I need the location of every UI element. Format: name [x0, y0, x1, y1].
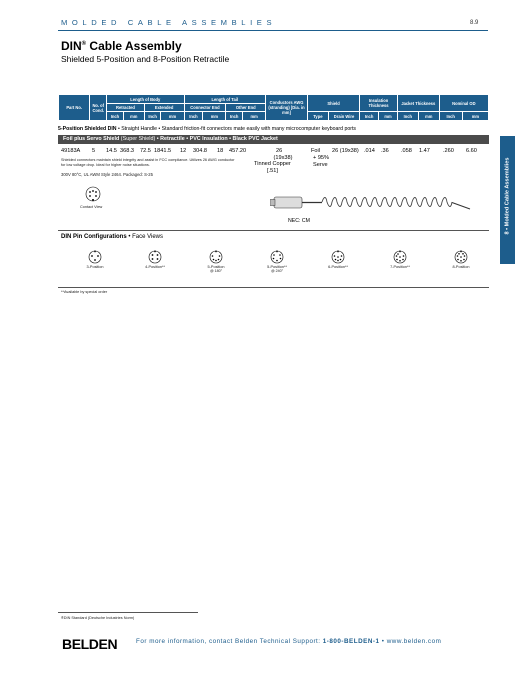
pin-label: 6-Position** — [328, 265, 348, 269]
pin-label: 4-Position** — [145, 265, 165, 269]
footer-text-pre: For more information, contact Belden Technical Support: — [136, 638, 323, 645]
col-extended: Extended — [144, 104, 184, 112]
col-other-end: Other End — [226, 104, 266, 112]
cell-tinned-copper: Tinned Copper — [254, 161, 291, 167]
page-number: 8.9 — [470, 20, 479, 26]
col-nominal-od: Nominal OD — [439, 95, 488, 112]
cell-jac-mm: 1.47 — [419, 148, 430, 154]
bar-bold1: Foil plus Servo Shield — [63, 136, 120, 142]
pin-label: 3-Position — [86, 265, 104, 269]
page-subtitle: Shielded 5-Position and 8-Position Retractile — [61, 54, 230, 64]
cell-stranding: (19x38) — [273, 155, 293, 161]
section-header: MOLDED CABLE ASSEMBLIES — [61, 18, 277, 27]
row-rating: 300V 80°C, UL AWM Style 2464. Packaged: S-25 — [61, 172, 153, 177]
title-text: DIN — [61, 39, 82, 53]
side-tab-label: 8 • Molded Cable Assemblies — [504, 157, 511, 235]
pin-config-5-180 — [196, 250, 236, 273]
pin-label: 5-Position — [207, 265, 225, 269]
bar-normal: (Super Shield) — [119, 136, 157, 142]
retractile-cable-image — [270, 185, 475, 221]
pin-label: 5-Position** — [267, 265, 287, 269]
footer-contact — [136, 638, 441, 645]
cell-od-mm: 6.60 — [466, 148, 477, 154]
cell-ret-mm: 368.3 — [120, 148, 134, 154]
col-unit-inch: Inch — [107, 112, 124, 121]
cell-od-in: .260 — [443, 148, 454, 154]
cell-shield-type: Foil — [311, 148, 321, 154]
cell-drain: 26 (19x38) — [332, 148, 359, 154]
availability-note: **Available by special order — [61, 290, 108, 294]
cell-ins-mm: .36 — [381, 148, 389, 154]
din-8-pin-icon — [454, 250, 468, 264]
pin-config-7 — [380, 250, 420, 269]
cell-dia: [.51] — [267, 167, 278, 174]
pin-config-5-240 — [257, 250, 297, 273]
footnote: ®DIN Standard (Deutsche Industries Norm) — [61, 616, 135, 620]
cell-con-mm: 304.8 — [193, 148, 207, 154]
pin-title-rest: • Face Views — [126, 234, 164, 240]
col-part-no: Part No. — [59, 95, 90, 121]
col-connector-end: Connector End — [184, 104, 226, 112]
contact-view-label: Contact View — [80, 205, 103, 209]
col-unit-inch: Inch — [360, 112, 379, 121]
col-unit-mm: mm — [203, 112, 226, 121]
col-unit-mm: mm — [418, 112, 439, 121]
col-unit-inch: Inch — [144, 112, 161, 121]
pin-config-3 — [75, 250, 115, 269]
title-rest: Cable Assembly — [86, 39, 182, 53]
row-note: Shielded connectors maintain shield integrity and assist in FCC compliance. Utilizes 26 AWG conductor for low voltage drop. Ideal for higher noise situations. — [61, 158, 235, 167]
cell-shield-detail — [313, 155, 329, 168]
footer-sep: • — [379, 638, 387, 645]
col-jacket-thickness: Jacket Thickness — [397, 95, 439, 112]
cell-ret-in: 14.5 — [106, 148, 117, 154]
cell-cond: 5 — [92, 148, 96, 154]
pin-config-6 — [318, 250, 358, 269]
col-conductors: Conductors AWG (stranding) [Dia. in mm] — [266, 95, 308, 121]
pin-config-4 — [135, 250, 175, 269]
din-7-pin-icon — [393, 250, 407, 264]
col-unit-inch: Inch — [184, 112, 203, 121]
bar-bold2: • Retractile • PVC Insulation • Black PVC Jacket — [156, 136, 278, 142]
cell-part-no: 49183A — [61, 148, 81, 154]
col-no-of-cond: No. of Cond. — [90, 95, 107, 121]
din-6-pin-icon — [331, 250, 345, 264]
din-5-pin-240-icon — [270, 250, 284, 264]
col-unit-mm: mm — [462, 112, 488, 121]
col-length-of-tail: Length of Tail — [184, 95, 266, 104]
contact-view-diagram — [85, 186, 101, 202]
footer-site[interactable]: www.belden.com — [386, 638, 442, 645]
pin-sublabel: @ 240° — [270, 269, 284, 273]
pin-title-bold: DIN Pin Configurations — [61, 234, 127, 240]
cell-oth-mm: 457.20 — [229, 148, 247, 154]
col-shield: Shield — [307, 95, 359, 112]
col-shield-type: Type — [307, 112, 328, 121]
cell-shield-serve: Serve — [313, 161, 328, 168]
din-5-pin-icon — [209, 250, 223, 264]
col-unit-mm: mm — [161, 112, 184, 121]
section-description — [58, 126, 356, 132]
col-unit-inch: Inch — [397, 112, 418, 121]
pin-config-title — [61, 234, 163, 240]
pin-config-8 — [441, 250, 481, 269]
pin-section-rule-bottom — [58, 287, 489, 288]
pin-sublabel: @ 180° — [209, 269, 223, 273]
col-retracted: Retracted — [107, 104, 145, 112]
din-3-pin-icon — [88, 250, 102, 264]
cell-ins-in: .014 — [364, 148, 375, 154]
side-section-tab[interactable] — [500, 136, 515, 264]
col-unit-mm: mm — [123, 112, 144, 121]
col-unit-mm: mm — [379, 112, 398, 121]
pin-section-rule — [58, 230, 489, 231]
din-4-pin-icon — [148, 250, 162, 264]
nec-rating: NEC: CM — [288, 218, 310, 224]
col-unit-inch: Inch — [439, 112, 462, 121]
page-title — [61, 39, 182, 53]
section-lead: 5-Position Shielded DIN — [58, 126, 117, 132]
belden-logo: BELDEN — [62, 636, 118, 652]
cell-oth-in: 18 — [217, 148, 224, 154]
col-unit-inch: Inch — [226, 112, 243, 121]
cell-ext-mm: 1841.5 — [154, 148, 172, 154]
cell-con-in: 12 — [180, 148, 187, 154]
cell-jac-in: .058 — [401, 148, 412, 154]
section-desc: • Straight Handle • Standard friction-fit connectors mate easily with many microcomputer keyboard ports — [116, 126, 356, 132]
cell-shield-95: + 95% — [313, 155, 330, 161]
col-insulation-thickness: Insulation Thickness — [360, 95, 398, 112]
section-bar-text — [63, 136, 278, 142]
registered-mark: ® — [81, 41, 87, 47]
pin-label: 8-Position — [452, 265, 470, 269]
spec-table-header — [58, 94, 489, 121]
footnote-rule — [58, 612, 198, 613]
cell-awg: 26 — [276, 148, 283, 154]
col-length-of-body: Length of Body — [107, 95, 184, 104]
cell-tinned — [254, 161, 291, 174]
col-drain-wire: Drain Wire — [328, 112, 359, 121]
cell-ext-in: 72.5 — [140, 148, 151, 154]
footer-phone: 1-800-BELDEN-1 — [322, 638, 380, 645]
col-unit-mm: mm — [243, 112, 266, 121]
pin-label: 7-Position** — [390, 265, 410, 269]
header-rule — [58, 30, 488, 31]
